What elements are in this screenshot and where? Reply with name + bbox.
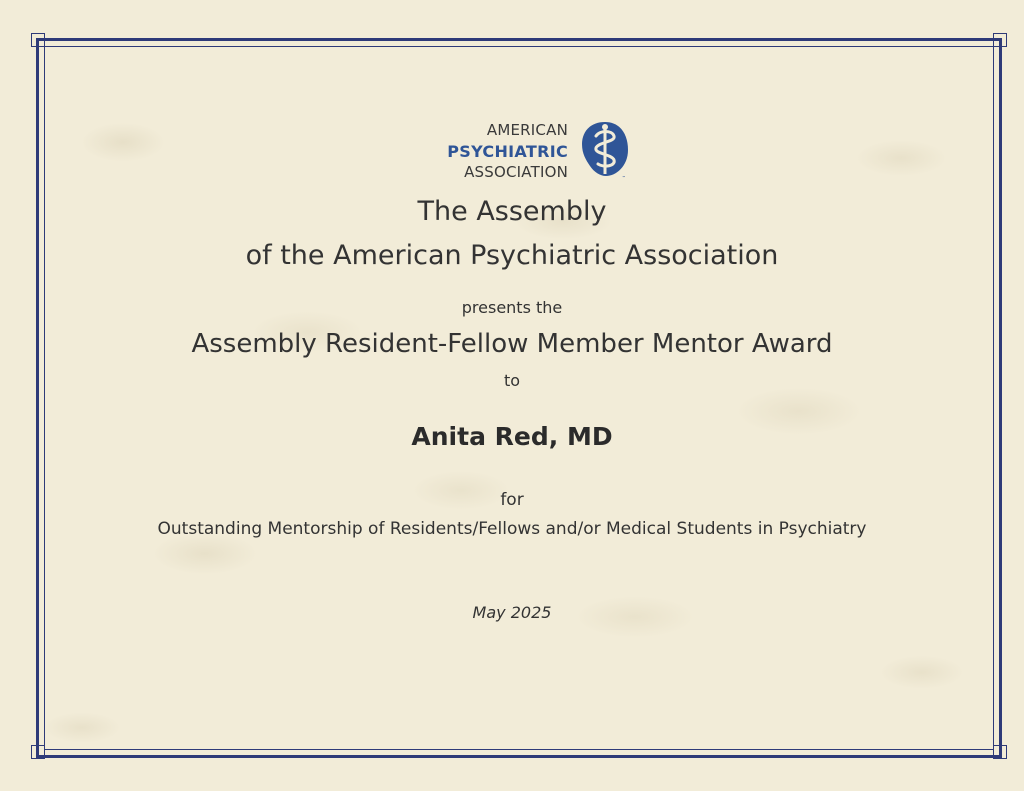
presents-text: presents the — [461, 298, 563, 317]
award-date: May 2025 — [472, 603, 552, 622]
for-text: for — [500, 490, 524, 510]
corner-ornament-bottom-right — [993, 745, 1007, 759]
svg-text:™: ™ — [622, 175, 626, 180]
award-reason: Outstanding Mentorship of Residents/Fellows and/or Medical Students in Psychiatry — [157, 519, 867, 539]
award-name: Assembly Resident-Fellow Member Mentor Award — [191, 329, 833, 359]
apa-logo — [440, 118, 640, 188]
caduceus-brain-icon — [576, 118, 634, 180]
certificate-title-line2: of the American Psychiatric Association — [245, 240, 779, 271]
corner-ornament-bottom-left — [31, 745, 45, 759]
corner-ornament-top-left — [31, 33, 45, 47]
logo-line-psychiatric: PSYCHIATRIC — [447, 142, 568, 161]
logo-line-american: AMERICAN — [486, 121, 568, 139]
logo-line-association: ASSOCIATION — [464, 163, 568, 181]
logo-wordmark — [447, 120, 568, 183]
recipient-name: Anita Red, MD — [411, 422, 613, 451]
corner-ornament-top-right — [993, 33, 1007, 47]
certificate-title-line1: The Assembly — [417, 196, 607, 227]
to-text: to — [503, 371, 521, 390]
